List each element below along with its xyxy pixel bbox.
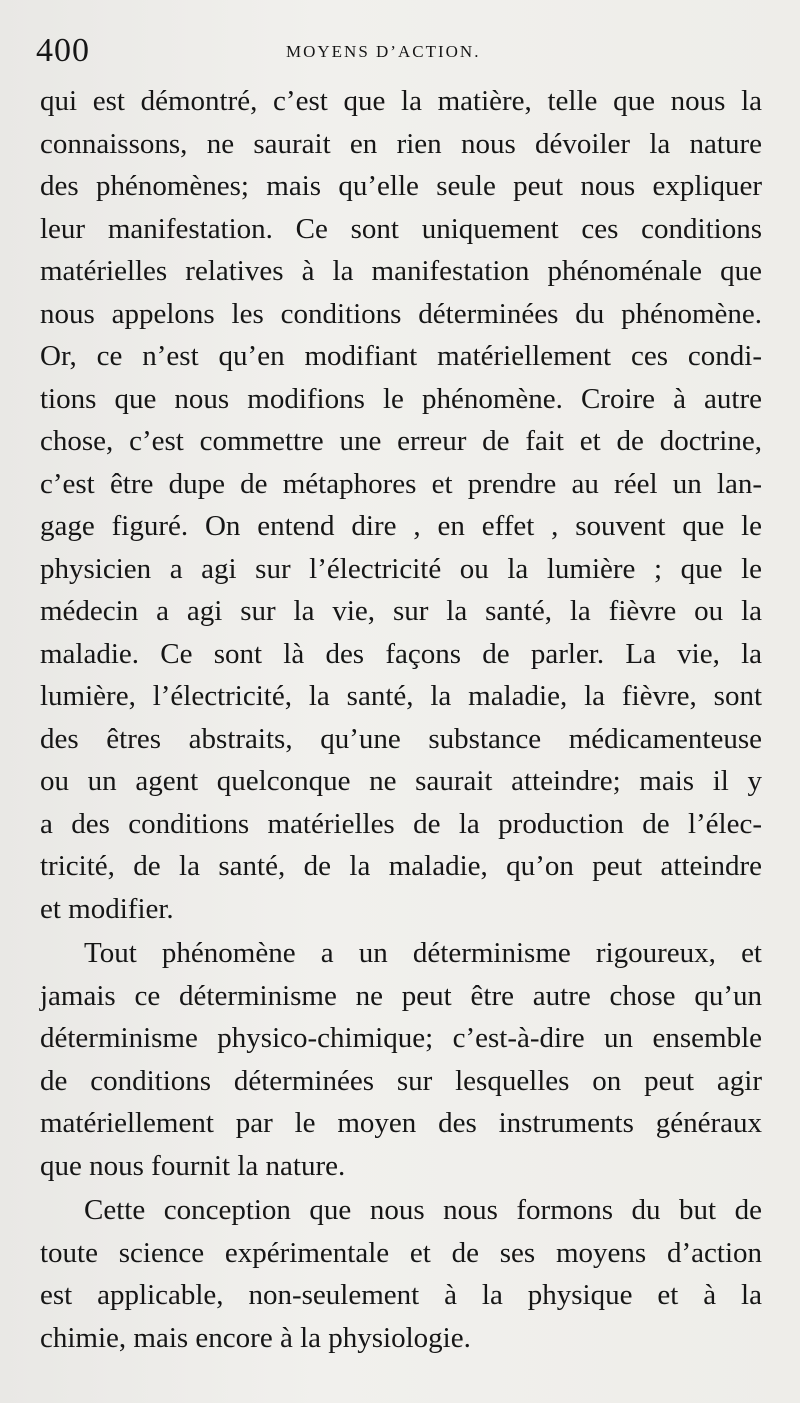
text-line: tions que nous modifions le phénomène. Croire à autre [40,382,762,415]
text-line: a des conditions matérielles de la production de l’élec- [40,807,762,840]
text-line: chose, c’est commettre une erreur de fait et de doctrine, [40,425,762,457]
text-line: et modifier. [40,892,174,925]
text-line: Cette conception que nous nous formons du but de [84,1194,762,1226]
text-line: matériellement par le moyen des instruments généraux [40,1107,762,1139]
text-line: des êtres abstraits, qu’une substance médicamenteuse [40,722,762,755]
text-line: matérielles relatives à la manifestation phénoménale que [40,255,762,287]
page-number: 400 [36,32,90,69]
text-line: que nous fournit la nature. [40,1149,346,1182]
paragraph [40,932,762,1187]
text-line: chimie, mais encore à la physiologie. [40,1321,471,1354]
text-line: médecin a agi sur la vie, sur la santé, la fièvre ou la [40,595,762,627]
text-line: Tout phénomène a un déterminisme rigoureux, et [84,937,762,969]
text-line: jamais ce déterminisme ne peut être autre chose qu’un [40,979,762,1012]
text-line: tricité, de la santé, de la maladie, qu’on peut atteindre [40,850,762,882]
text-line: leur manifestation. Ce sont uniquement ces conditions [40,212,762,245]
text-line: de conditions déterminées sur lesquelles on peut agir [40,1064,762,1097]
text-line: des phénomènes; mais qu’elle seule peut nous expliquer [40,170,762,202]
text-line: gage figuré. On entend dire , en effet , souvent que le [40,510,762,542]
text-line: maladie. Ce sont là des façons de parler. La vie, la [40,637,762,670]
text-line: est applicable, non-seulement à la physique et à la [40,1279,762,1311]
text-line: ou un agent quelconque ne saurait atteindre; mais il y [40,765,762,797]
page-header [36,28,750,76]
text-line: déterminisme physico-chimique; c’est-à-dire un ensemble [40,1022,762,1054]
text-line: connaissons, ne saurait en rien nous dévoiler la nature [40,127,762,160]
text-line: qui est démontré, c’est que la matière, telle que nous la [40,85,762,117]
text-line: nous appelons les conditions déterminées du phénomène. [40,297,762,330]
text-line: Or, ce n’est qu’en modifiant matériellement ces condi- [40,340,762,372]
paragraph [40,80,762,930]
text-line: lumière, l’électricité, la santé, la maladie, la fièvre, sont [40,680,762,712]
running-head: MOYENS D’ACTION. [286,42,481,61]
text-line: physicien a agi sur l’électricité ou la lumière ; que le [40,552,762,585]
text-line: toute science expérimentale et de ses moyens d’action [40,1236,762,1269]
paragraph [40,1189,762,1359]
text-line: c’est être dupe de métaphores et prendre au réel un lan- [40,467,762,500]
body-text [40,80,762,1359]
